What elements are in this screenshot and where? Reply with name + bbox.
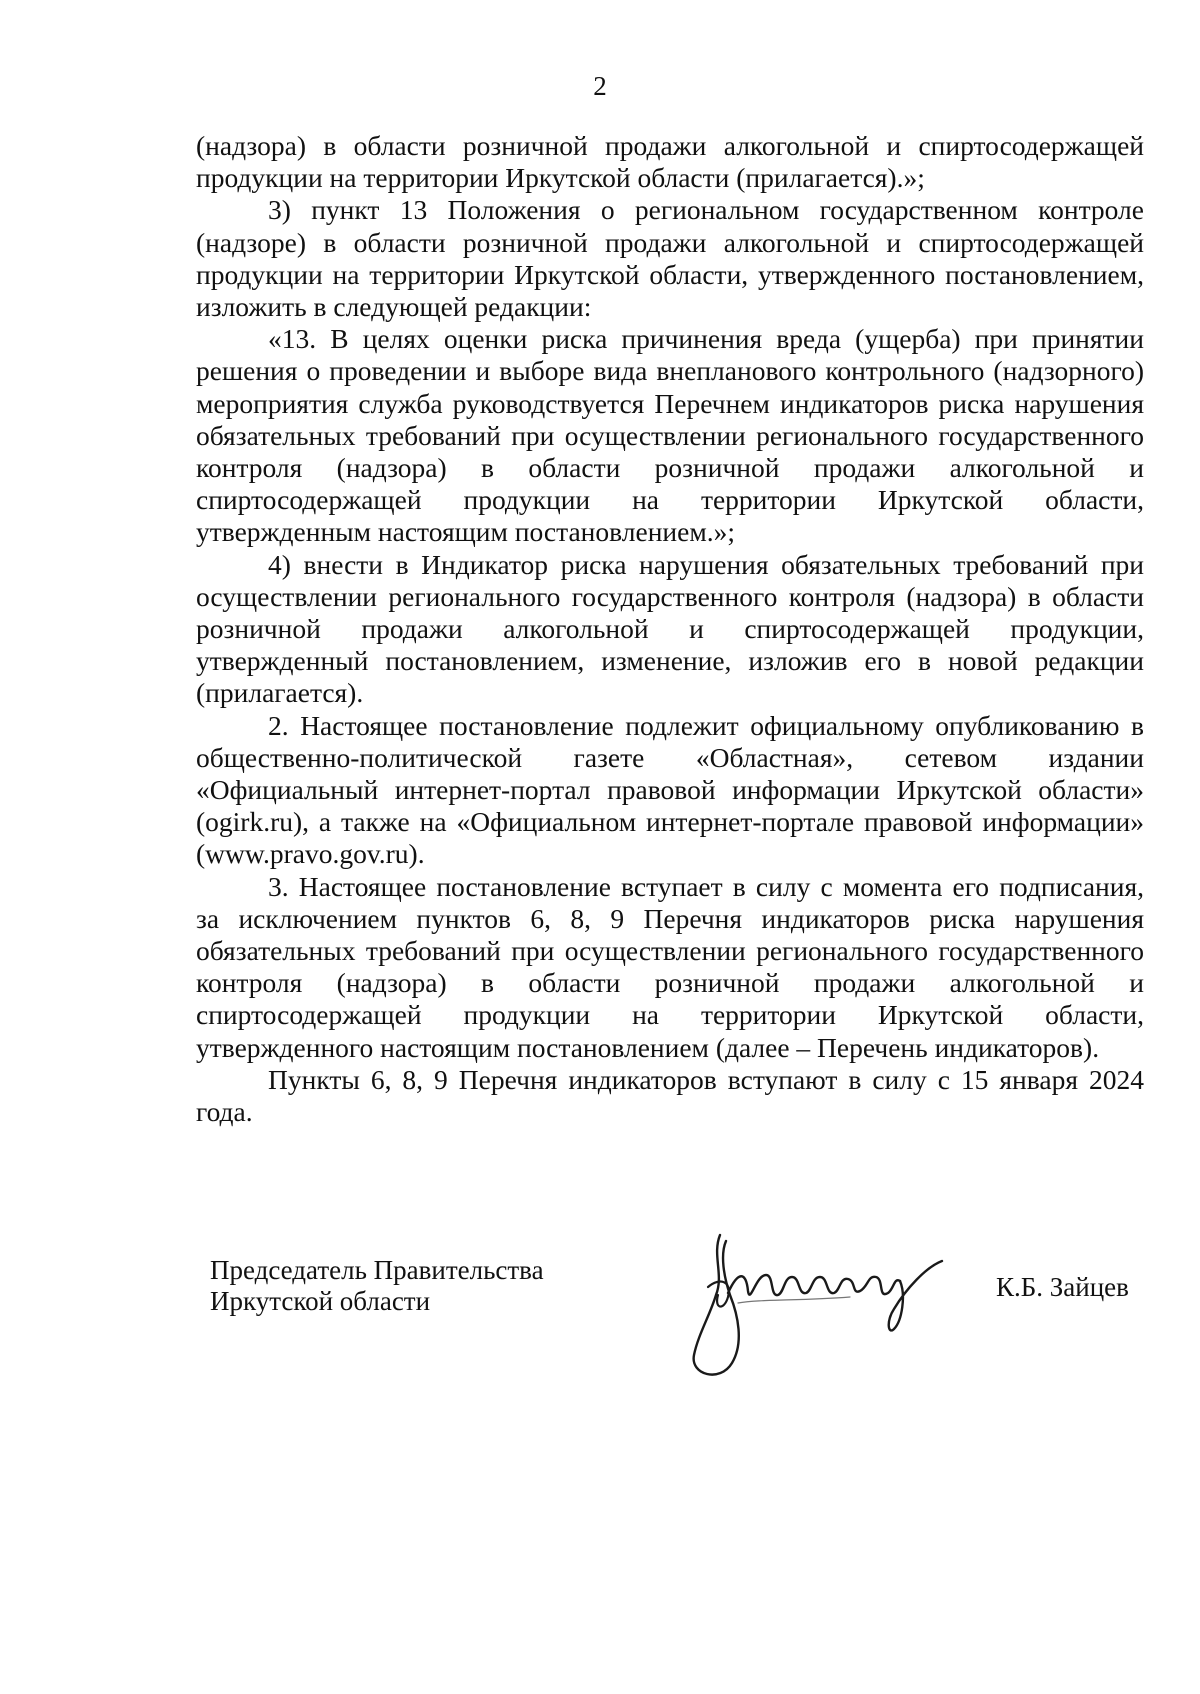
signatory-position (210, 1255, 544, 1317)
handwritten-signature (680, 1225, 970, 1385)
paragraph-item-3: 3) пункт 13 Положения о региональном государственном контроле (надзоре) в области розничной продажи алкогольной и спиртосодержащей продукции на территории Иркутской области, утвержденного постановлением, изложить в следующей редакции: (196, 194, 1144, 323)
document-body (196, 130, 1144, 1128)
signatory-title-line-1: Председатель Правительства (210, 1255, 544, 1285)
paragraph-publication: 2. Настоящее постановление подлежит официальному опубликованию в общественно-политической газете «Областная», сетевом издании «Официальный интернет-портал правовой информации Иркутской области» (ogirk.ru), а также на «Официальном интернет-портале правовой информации» (www.pravo.gov.ru). (196, 709, 1144, 870)
paragraph-effective-date: Пункты 6, 8, 9 Перечня индикаторов вступают в силу с 15 января 2024 года. (196, 1063, 1144, 1128)
signer-name: К.Б. Зайцев (996, 1272, 1129, 1302)
paragraph-quoted-clause-13: «13. В целях оценки риска причинения вреда (ущерба) при принятии решения о проведении и выборе вида внепланового контрольного (надзорного) мероприятия служба руководствуется Перечнем индикаторов риска нарушения обязательных требований при осуществлении регионального государственного контроля (надзора) в области розничной продажи алкогольной и спиртосодержащей продукции на территории Иркутской области, утвержденным настоящим постановлением.»; (196, 323, 1144, 548)
page-number: 2 (593, 71, 607, 101)
paragraph-entry-into-force: 3. Настоящее постановление вступает в силу с момента его подписания, за исключением пунктов 6, 8, 9 Перечня индикаторов риска нарушения обязательных требований при осуществлении регионального государственного контроля (надзора) в области розничной продажи алкогольной и спиртосодержащей продукции на территории Иркутской области, утвержденного настоящим постановлением (далее – Перечень индикаторов). (196, 870, 1144, 1063)
signatory-title-line-2: Иркутской области (210, 1286, 431, 1316)
paragraph-continuation: (надзора) в области розничной продажи алкогольной и спиртосодержащей продукции на территории Иркутской области (прилагается).»; (196, 130, 1144, 194)
paragraph-item-4: 4) внести в Индикатор риска нарушения обязательных требований при осуществлении регионального государственного контроля (надзора) в области розничной продажи алкогольной и спиртосодержащей продукции, утвержденный постановлением, изменение, изложив его в новой редакции (прилагается). (196, 548, 1144, 709)
